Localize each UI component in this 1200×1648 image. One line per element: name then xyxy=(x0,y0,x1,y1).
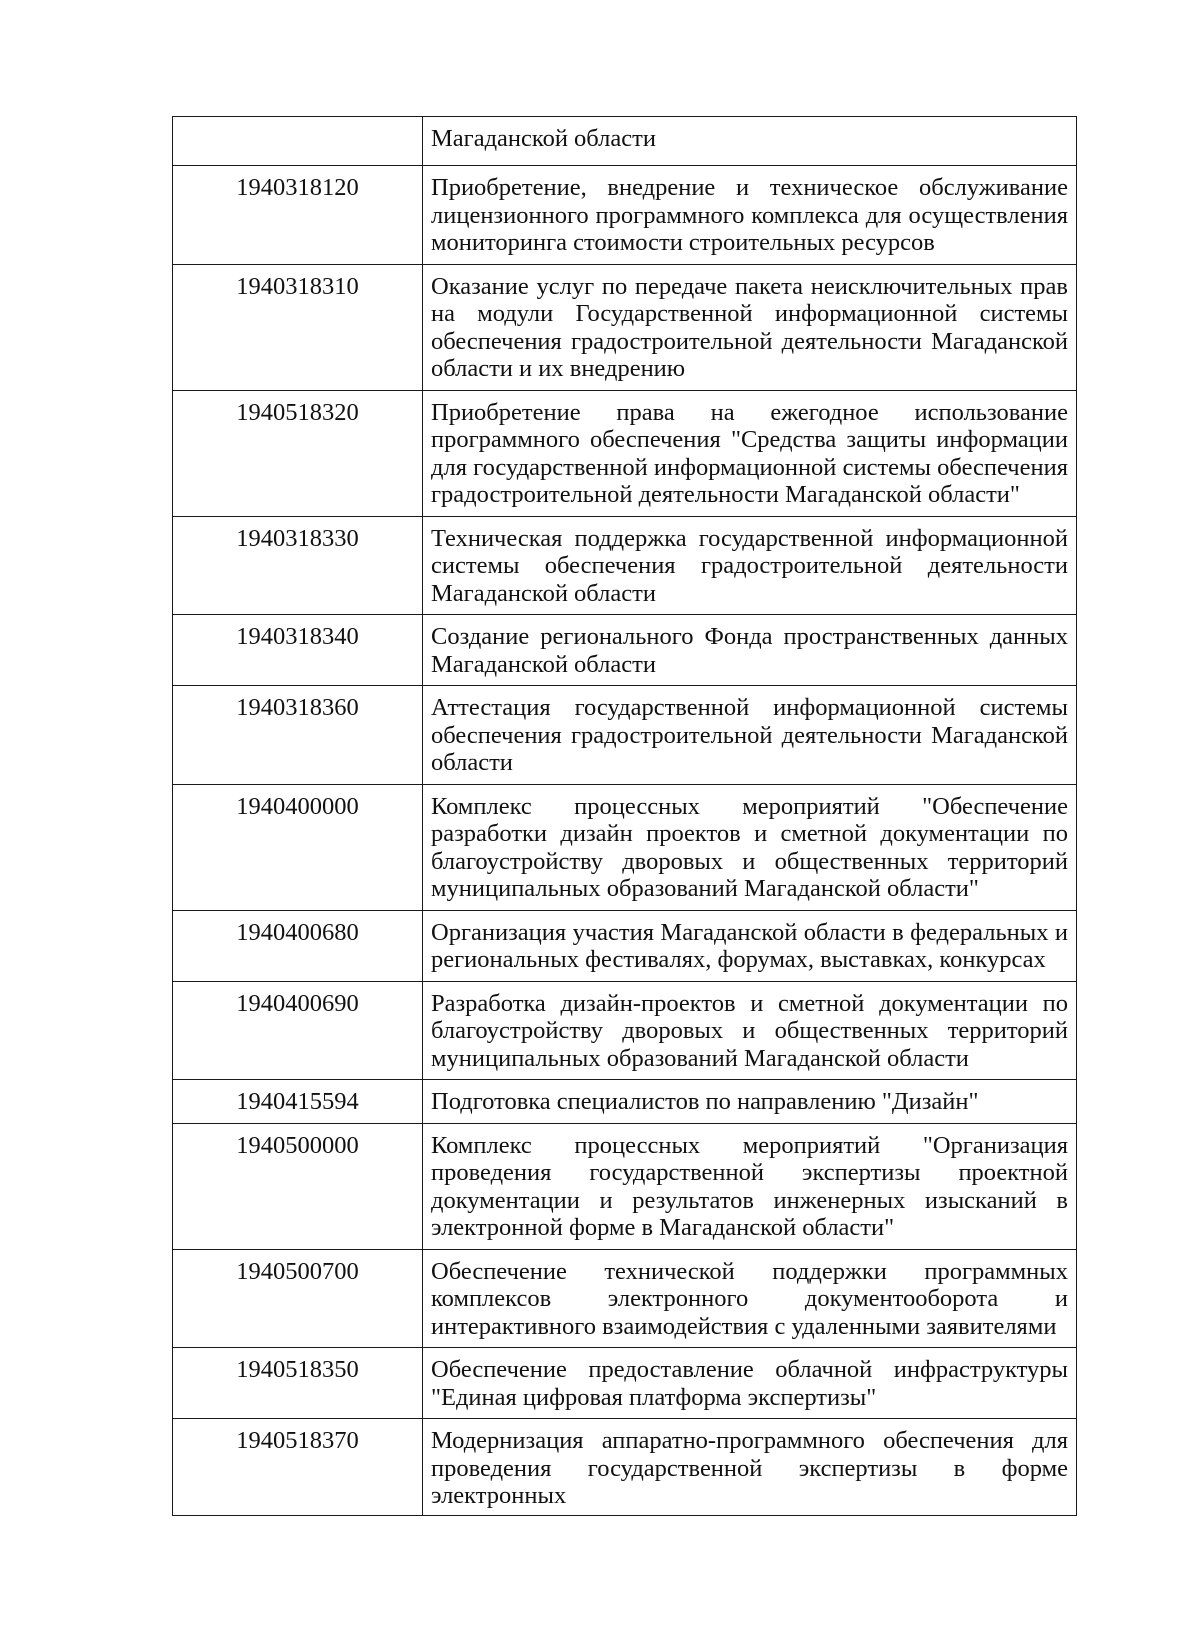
description-cell: Подготовка специалистов по направлению "Дизайн" xyxy=(423,1080,1077,1124)
description-cell: Приобретение права на ежегодное использование программного обеспечения "Средства защиты информации для государственной информационной системы обеспечения градостроительной деятельности Магаданской области" xyxy=(423,390,1077,516)
description-cell: Комплекс процессных мероприятий "Обеспечение разработки дизайн проектов и сметной документации по благоустройству дворовых и общественных территорий муниципальных образований Магаданской области" xyxy=(423,784,1077,910)
table-row xyxy=(173,1080,1077,1124)
table-row xyxy=(173,910,1077,981)
budget-code-table xyxy=(172,116,1077,1516)
table-row xyxy=(173,264,1077,390)
code-cell: 1940318330 xyxy=(173,516,423,615)
table-row xyxy=(173,117,1077,166)
description-cell: Аттестация государственной информационной системы обеспечения градостроительной деятельности Магаданской области xyxy=(423,686,1077,785)
table-row xyxy=(173,390,1077,516)
code-cell: 1940400680 xyxy=(173,910,423,981)
code-cell xyxy=(173,117,423,166)
description-cell: Комплекс процессных мероприятий "Организация проведения государственной экспертизы проектной документации и результатов инженерных изысканий в электронной форме в Магаданской области" xyxy=(423,1123,1077,1249)
code-cell: 1940318340 xyxy=(173,615,423,686)
code-cell: 1940500000 xyxy=(173,1123,423,1249)
code-cell: 1940318310 xyxy=(173,264,423,390)
description-cell: Модернизация аппаратно-программного обеспечения для проведения государственной экспертизы в форме электронных xyxy=(423,1419,1077,1516)
table-row xyxy=(173,981,1077,1080)
code-cell: 1940415594 xyxy=(173,1080,423,1124)
table-row xyxy=(173,784,1077,910)
table-row xyxy=(173,615,1077,686)
description-cell: Оказание услуг по передаче пакета неисключительных прав на модули Государственной информационной системы обеспечения градостроительной деятельности Магаданской области и их внедрению xyxy=(423,264,1077,390)
table-row xyxy=(173,166,1077,265)
description-cell: Разработка дизайн-проектов и сметной документации по благоустройству дворовых и общественных территорий муниципальных образований Магаданской области xyxy=(423,981,1077,1080)
code-cell: 1940500700 xyxy=(173,1249,423,1348)
code-cell: 1940400000 xyxy=(173,784,423,910)
code-cell: 1940518350 xyxy=(173,1348,423,1419)
table-row xyxy=(173,686,1077,785)
description-cell: Обеспечение предоставление облачной инфраструктуры "Единая цифровая платформа экспертизы" xyxy=(423,1348,1077,1419)
code-cell: 1940518320 xyxy=(173,390,423,516)
code-cell: 1940400690 xyxy=(173,981,423,1080)
code-cell: 1940318360 xyxy=(173,686,423,785)
table-row xyxy=(173,1348,1077,1419)
table-row xyxy=(173,1249,1077,1348)
table-row xyxy=(173,1123,1077,1249)
description-cell: Организация участия Магаданской области в федеральных и региональных фестивалях, форумах, выставках, конкурсах xyxy=(423,910,1077,981)
description-cell: Приобретение, внедрение и техническое обслуживание лицензионного программного комплекса для осуществления мониторинга стоимости строительных ресурсов xyxy=(423,166,1077,265)
code-cell: 1940318120 xyxy=(173,166,423,265)
description-cell: Обеспечение технической поддержки программных комплексов электронного документооборота и интерактивного взаимодействия с удаленными заявителями xyxy=(423,1249,1077,1348)
description-cell: Магаданской области xyxy=(423,117,1077,166)
description-cell: Создание регионального Фонда пространственных данных Магаданской области xyxy=(423,615,1077,686)
table-row xyxy=(173,1419,1077,1516)
code-cell: 1940518370 xyxy=(173,1419,423,1516)
description-cell: Техническая поддержка государственной информационной системы обеспечения градостроительной деятельности Магаданской области xyxy=(423,516,1077,615)
table-row xyxy=(173,516,1077,615)
